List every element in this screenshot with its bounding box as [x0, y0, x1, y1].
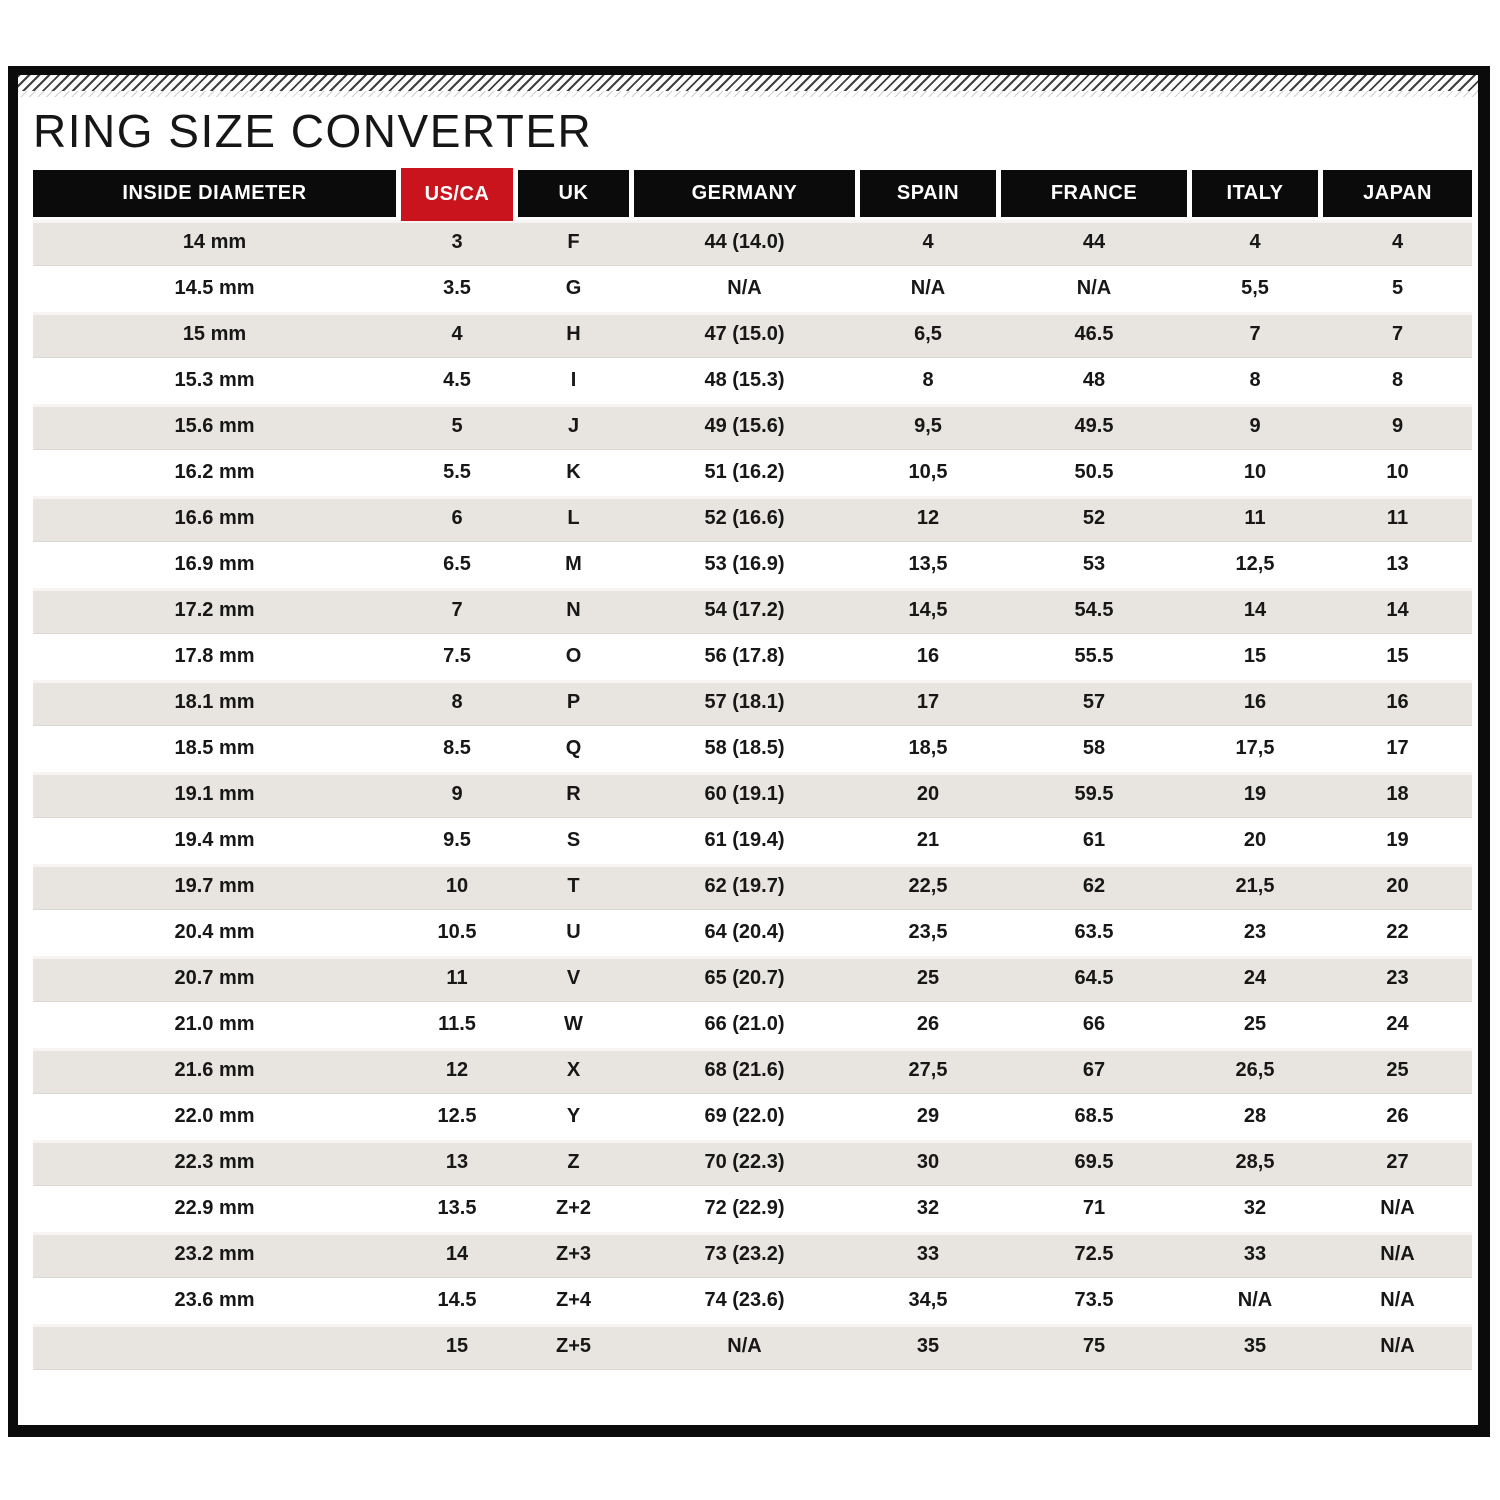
table-cell: 8 [922, 369, 934, 392]
table-cell: 17,5 [1235, 737, 1275, 760]
table-cell: 29 [916, 1105, 940, 1128]
table-cell: 34,5 [908, 1289, 948, 1312]
table-cell: N/A [1380, 1289, 1415, 1312]
table-row [33, 1324, 1472, 1370]
table-cell: 23.2 mm [174, 1243, 255, 1266]
table-cell: P [566, 691, 581, 714]
table-cell: 15.3 mm [174, 369, 255, 392]
table-cell: 33 [1243, 1243, 1267, 1266]
table-cell: 15 [1386, 645, 1409, 668]
table-cell: 60 (19.1) [704, 783, 785, 806]
table-cell: 8.5 [443, 737, 471, 760]
table-cell: I [570, 369, 577, 392]
table-cell: 21 [916, 829, 940, 852]
table-cell: 4.5 [443, 369, 471, 392]
table-cell: 44 [1082, 231, 1106, 254]
table-cell: 16 [916, 645, 940, 668]
table-cell: 48 [1082, 369, 1106, 392]
table-cell: 23 [1386, 967, 1409, 990]
table-cell: 10.5 [437, 921, 477, 944]
table-cell: 6.5 [443, 553, 471, 576]
table-cell: 49.5 [1074, 415, 1114, 438]
table-cell: 25 [1243, 1013, 1267, 1036]
table-cell: 7.5 [443, 645, 471, 668]
table-cell: 9 [451, 783, 463, 806]
table-cell: 28,5 [1235, 1151, 1275, 1174]
table-cell: O [565, 645, 582, 668]
table-cell: 26 [916, 1013, 940, 1036]
table-cell: N/A [1237, 1289, 1273, 1312]
table-cell: 5 [451, 415, 463, 438]
table-cell: 13 [1386, 553, 1409, 576]
table-cell: 26 [1386, 1105, 1409, 1128]
table-cell: 13,5 [908, 553, 948, 576]
table-cell: 20 [1243, 829, 1267, 852]
table-cell: 30 [916, 1151, 940, 1174]
table-cell: N/A [1076, 277, 1112, 300]
table-cell: Z [567, 1151, 580, 1174]
table-cell: Z+5 [555, 1335, 592, 1358]
table-cell: 5.5 [443, 461, 471, 484]
table-body [33, 220, 1472, 1370]
table-cell: 53 (16.9) [704, 553, 785, 576]
column-header-inside-diameter: INSIDE DIAMETER [33, 170, 396, 217]
table-cell: 4 [1391, 231, 1404, 254]
table-cell: 14 [445, 1243, 469, 1266]
table-cell: 18.1 mm [174, 691, 255, 714]
table-cell: 17.8 mm [174, 645, 255, 668]
table-cell: 52 (16.6) [704, 507, 785, 530]
table-row [33, 266, 1472, 312]
table-cell: H [566, 323, 581, 346]
table-row [33, 358, 1472, 404]
table-cell: 8 [451, 691, 463, 714]
table-cell: 11 [446, 967, 468, 990]
table-row [33, 680, 1472, 726]
column-header-spain: SPAIN [860, 170, 996, 217]
table-cell: 15 [445, 1335, 469, 1358]
table-cell: 32 [1243, 1197, 1267, 1220]
table-cell: M [565, 553, 582, 576]
table-cell: 14 [1243, 599, 1267, 622]
table-cell: 5,5 [1241, 277, 1269, 300]
table-cell: N/A [1380, 1197, 1415, 1220]
table-cell: 46.5 [1074, 323, 1114, 346]
table-cell: 66 [1082, 1013, 1106, 1036]
table-cell: 13.5 [437, 1197, 477, 1220]
table-cell: F [567, 231, 580, 254]
table-cell: 47 (15.0) [704, 323, 785, 346]
table-cell: 58 [1082, 737, 1106, 760]
table-row [33, 220, 1472, 266]
column-header-uk: UK [518, 170, 629, 217]
table-cell: 9 [1249, 415, 1261, 438]
table-cell: 9 [1391, 415, 1404, 438]
table-cell: 70 (22.3) [704, 1151, 785, 1174]
table-cell: 12,5 [1235, 553, 1275, 576]
table-row [33, 910, 1472, 956]
table-cell: 16.2 mm [174, 461, 255, 484]
table-cell: 62 (19.7) [704, 875, 785, 898]
table-row [33, 634, 1472, 680]
table-cell: 22.9 mm [174, 1197, 255, 1220]
table-cell: 59.5 [1074, 783, 1114, 806]
table-cell: V [566, 967, 581, 990]
table-cell: 9,5 [914, 415, 942, 438]
table-cell: 3.5 [443, 277, 471, 300]
table-cell: N/A [727, 277, 762, 300]
table-cell: 73 (23.2) [704, 1243, 785, 1266]
table-row [33, 1140, 1472, 1186]
table-cell: 55.5 [1074, 645, 1114, 668]
column-header-us-ca: US/CA [401, 168, 513, 221]
table-cell: 62 [1082, 875, 1106, 898]
table-cell: 11.5 [438, 1013, 476, 1036]
table-cell: 66 (21.0) [704, 1013, 785, 1036]
table-cell: N/A [1380, 1243, 1415, 1266]
table-cell: 8 [1249, 369, 1261, 392]
table-cell: 7 [1249, 323, 1261, 346]
table-row [33, 1002, 1472, 1048]
table-cell: 12 [916, 507, 940, 530]
table-cell: 4 [922, 231, 934, 254]
table-cell: X [566, 1059, 581, 1082]
table-cell: K [566, 461, 581, 484]
column-header-italy: ITALY [1192, 170, 1318, 217]
table-cell: 27 [1386, 1151, 1409, 1174]
table-cell: 7 [451, 599, 463, 622]
table-cell: 56 (17.8) [704, 645, 785, 668]
table-cell: S [566, 829, 581, 852]
table-cell: 16.9 mm [174, 553, 255, 576]
table-cell: 67 [1082, 1059, 1106, 1082]
table-cell: 22 [1386, 921, 1409, 944]
table-cell: 10 [445, 875, 469, 898]
table-row [33, 588, 1472, 634]
table-cell: 16.6 mm [174, 507, 255, 530]
table-cell: 11 [1244, 507, 1266, 530]
table-cell: 64.5 [1074, 967, 1114, 990]
table-cell: 68.5 [1074, 1105, 1114, 1128]
table-cell: 71 [1082, 1197, 1106, 1220]
table-cell: 16 [1243, 691, 1267, 714]
table-cell: 6,5 [914, 323, 942, 346]
table-cell: 25 [916, 967, 940, 990]
table-row [33, 1232, 1472, 1278]
table-cell: U [566, 921, 581, 944]
hatch-border-texture [18, 75, 1478, 91]
table-cell: 21,5 [1235, 875, 1275, 898]
table-cell: G [565, 277, 582, 300]
table-cell: 17.2 mm [174, 599, 255, 622]
table-cell: 23.6 mm [174, 1289, 255, 1312]
table-cell: 19 [1243, 783, 1267, 806]
table-cell: 14 [1386, 599, 1409, 622]
table-row [33, 496, 1472, 542]
table-cell: 64 (20.4) [704, 921, 785, 944]
page-title: RING SIZE CONVERTER [33, 105, 593, 157]
table-cell: 23,5 [908, 921, 948, 944]
table-cell: W [564, 1013, 583, 1036]
table-row [33, 956, 1472, 1002]
table-cell: 35 [1243, 1335, 1267, 1358]
table-cell: 10 [1243, 461, 1267, 484]
table-cell: 17 [1386, 737, 1409, 760]
table-cell: 18.5 mm [174, 737, 255, 760]
table-cell: 25 [1386, 1059, 1409, 1082]
table-cell: 68 (21.6) [704, 1059, 785, 1082]
table-cell: 53 [1082, 553, 1106, 576]
table-cell: 54 (17.2) [704, 599, 785, 622]
table-cell: 44 (14.0) [704, 231, 785, 254]
table-cell: 5 [1391, 277, 1404, 300]
table-cell: 21.6 mm [174, 1059, 255, 1082]
table-row [33, 818, 1472, 864]
column-header-germany: GERMANY [634, 170, 855, 217]
table-cell: 52 [1082, 507, 1106, 530]
table-cell: 14 mm [182, 231, 247, 254]
table-cell: 57 (18.1) [704, 691, 785, 714]
table-row [33, 772, 1472, 818]
table-cell: 3 [451, 231, 463, 254]
table-cell: Z+4 [555, 1289, 592, 1312]
table-cell: N [566, 599, 581, 622]
table-cell: 23 [1243, 921, 1267, 944]
table-cell: 72 (22.9) [704, 1197, 785, 1220]
table-cell: 57 [1082, 691, 1106, 714]
table-cell: 4 [451, 323, 463, 346]
table-cell: 15.6 mm [174, 415, 255, 438]
table-row [33, 312, 1472, 358]
table-cell: 10 [1386, 461, 1409, 484]
table-cell: 11 [1386, 507, 1409, 530]
table-cell: 58 (18.5) [704, 737, 785, 760]
table-cell: 6 [451, 507, 463, 530]
table-cell: 74 (23.6) [704, 1289, 785, 1312]
table-cell: 69 (22.0) [704, 1105, 785, 1128]
table-cell: 14,5 [908, 599, 948, 622]
table-cell: 15 mm [182, 323, 247, 346]
table-row [33, 542, 1472, 588]
table-cell: 16 [1386, 691, 1409, 714]
table-cell: 20.7 mm [174, 967, 255, 990]
table-cell: L [567, 507, 580, 530]
table-row [33, 1278, 1472, 1324]
table-cell: Y [566, 1105, 581, 1128]
table-cell: 19.7 mm [174, 875, 255, 898]
table-cell: T [567, 875, 580, 898]
table-cell: 33 [916, 1243, 940, 1266]
table-cell: 54.5 [1074, 599, 1114, 622]
table-cell: 20 [916, 783, 940, 806]
table-row [33, 450, 1472, 496]
table-cell: 28 [1243, 1105, 1267, 1128]
table-cell: R [566, 783, 581, 806]
table-cell: 49 (15.6) [704, 415, 785, 438]
table-cell: N/A [910, 277, 946, 300]
table-cell: 12.5 [437, 1105, 477, 1128]
table-row [33, 1094, 1472, 1140]
table-cell: 63.5 [1074, 921, 1114, 944]
table-cell: 19.1 mm [174, 783, 255, 806]
table-cell: 61 (19.4) [704, 829, 785, 852]
table-cell: 22,5 [908, 875, 948, 898]
table-row [33, 864, 1472, 910]
table-cell: 18,5 [908, 737, 948, 760]
table-row [33, 404, 1472, 450]
table-cell: 61 [1082, 829, 1106, 852]
table-cell: 19 [1386, 829, 1409, 852]
table-header-row [33, 170, 1472, 217]
table-cell: 14.5 mm [174, 277, 255, 300]
table-cell: 75 [1082, 1335, 1106, 1358]
table-cell: 4 [1249, 231, 1261, 254]
table-cell: 32 [916, 1197, 940, 1220]
table-cell: 72.5 [1074, 1243, 1114, 1266]
table-row [33, 1186, 1472, 1232]
table-cell: J [567, 415, 580, 438]
table-cell: 27,5 [908, 1059, 948, 1082]
table-cell: 20 [1386, 875, 1409, 898]
hatch-border-fade [18, 91, 1478, 97]
table-cell: N/A [1380, 1335, 1415, 1358]
table-cell: 22.3 mm [174, 1151, 255, 1174]
table-cell: 21.0 mm [174, 1013, 255, 1036]
table-cell: N/A [727, 1335, 762, 1358]
ring-size-table [33, 170, 1472, 1370]
table-cell: 35 [916, 1335, 940, 1358]
table-cell: 73.5 [1074, 1289, 1114, 1312]
table-cell: 24 [1386, 1013, 1409, 1036]
table-cell: Q [565, 737, 582, 760]
table-cell: 10,5 [908, 461, 948, 484]
table-cell: 8 [1391, 369, 1404, 392]
table-row [33, 726, 1472, 772]
table-cell: 51 (16.2) [704, 461, 785, 484]
table-cell: 50.5 [1074, 461, 1114, 484]
table-cell: 12 [445, 1059, 469, 1082]
table-cell: 9.5 [443, 829, 471, 852]
table-cell: 13 [445, 1151, 469, 1174]
column-header-france: FRANCE [1001, 170, 1187, 217]
table-cell: 69.5 [1074, 1151, 1114, 1174]
table-cell: 19.4 mm [174, 829, 255, 852]
table-cell: 14.5 [437, 1289, 477, 1312]
table-cell: 20.4 mm [174, 921, 255, 944]
table-cell: Z+3 [555, 1243, 592, 1266]
table-cell: 26,5 [1235, 1059, 1275, 1082]
table-cell: Z+2 [555, 1197, 592, 1220]
table-cell: 22.0 mm [174, 1105, 255, 1128]
table-cell: 48 (15.3) [704, 369, 785, 392]
table-cell: 24 [1243, 967, 1267, 990]
table-cell: 7 [1391, 323, 1404, 346]
table-row [33, 1048, 1472, 1094]
table-cell: 65 (20.7) [704, 967, 785, 990]
table-cell: 17 [916, 691, 940, 714]
column-header-japan: JAPAN [1323, 170, 1472, 217]
table-cell: 18 [1386, 783, 1409, 806]
content-frame [8, 66, 1490, 1437]
table-cell: 15 [1243, 645, 1267, 668]
